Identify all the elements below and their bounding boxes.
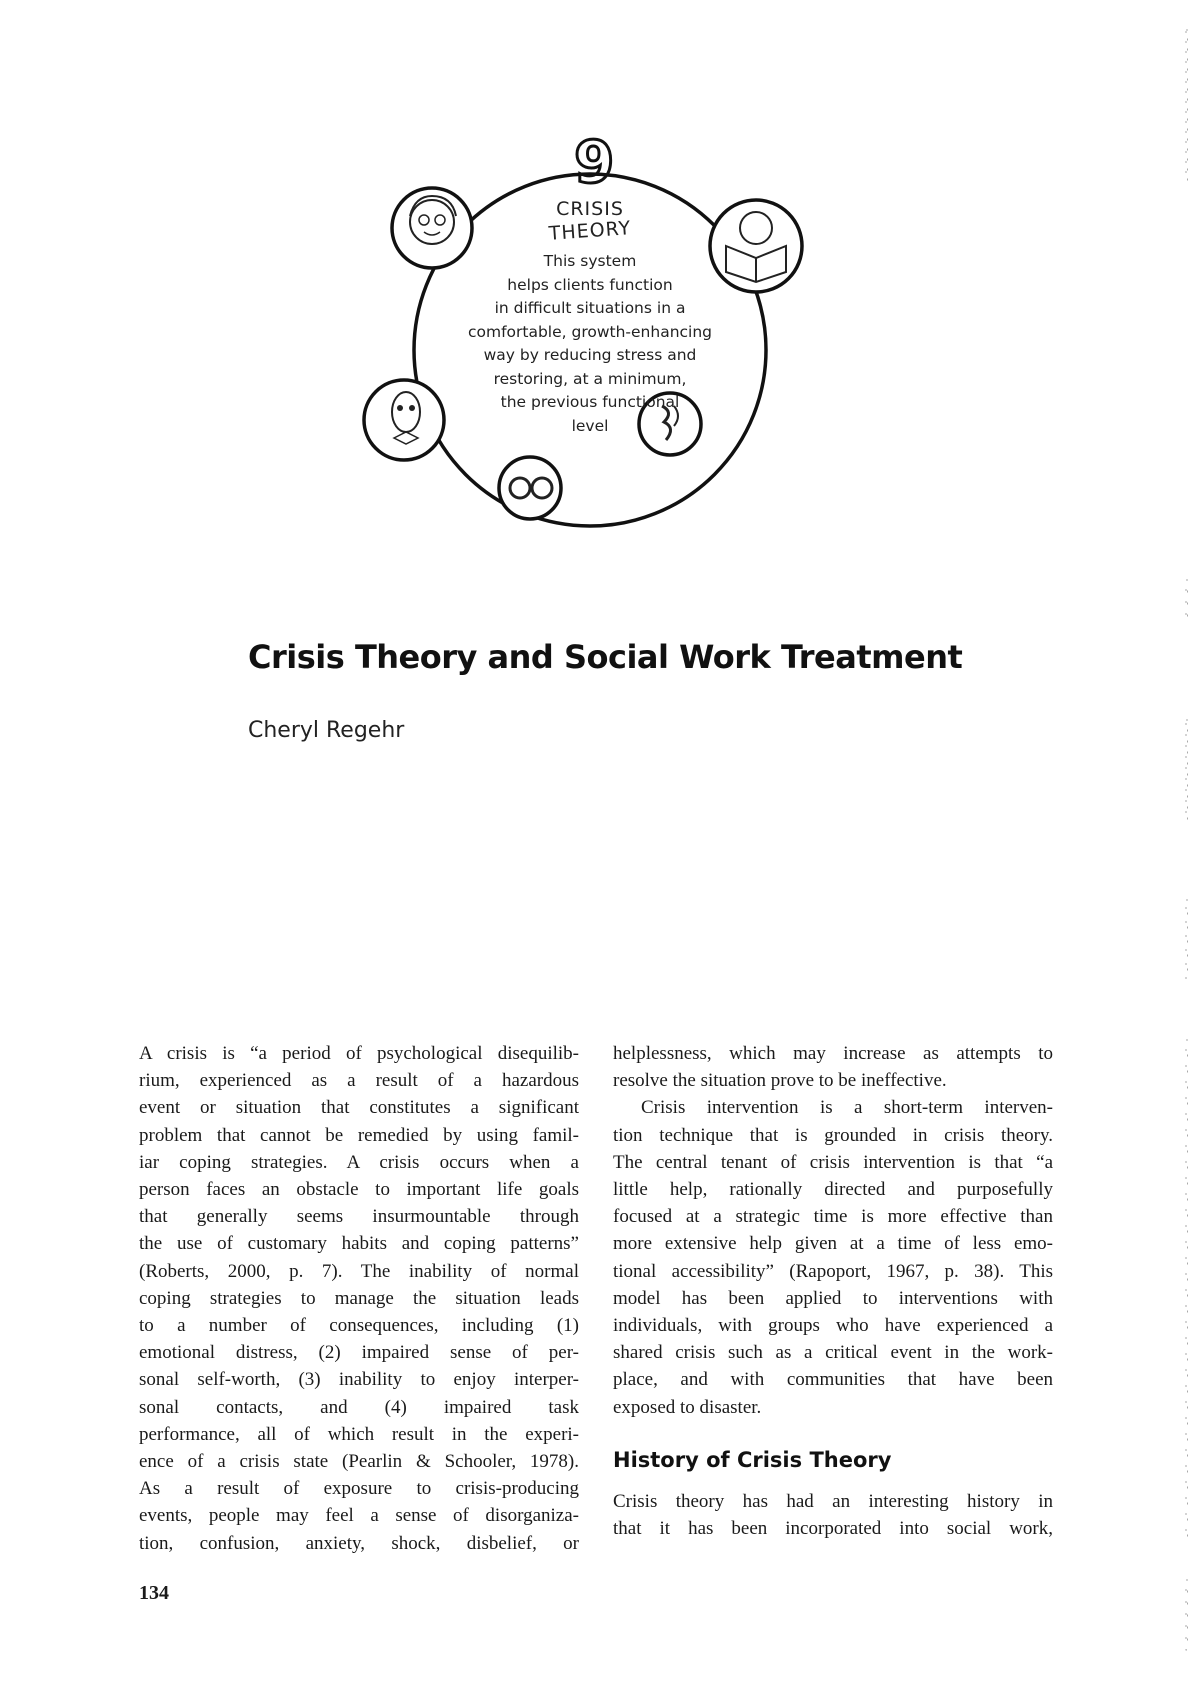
text-line: resolve the situation prove to be ineffective. [613,1070,947,1092]
text-line: event or situation that constitutes a significant [139,1097,579,1119]
text-line: rium, experienced as a result of a hazardous [139,1070,579,1092]
right-column [613,1040,1053,1542]
text-line: focused at a strategic time is more effective than [613,1206,1053,1228]
text-line: coping strategies to manage the situation leads [139,1287,579,1309]
text-line: person faces an obstacle to important life goals [139,1179,579,1201]
text-line: Crisis theory has had an interesting history in [613,1490,1053,1512]
text-line: model has been applied to interventions with [613,1287,1053,1309]
text-line: sonal self-worth, (3) inability to enjoy interper- [139,1369,579,1391]
emblem-caption [440,198,740,438]
chapter-emblem [360,120,820,560]
text-line: helplessness, which may increase as attempts to [613,1043,1053,1064]
text-line: ence of a crisis state (Pearlin & Schooler, 1978). [139,1451,579,1473]
scan-edge-dots [1180,20,1194,1660]
left-column [139,1040,579,1557]
text-line: Crisis intervention is a short-term interven- [641,1097,1053,1119]
emblem-heading-line1: CRISIS [556,198,624,220]
page-number: 134 [139,1582,169,1604]
text-line: that generally seems insurmountable through [139,1206,579,1228]
text-line: tion technique that is grounded in crisis theory. [613,1124,1053,1146]
text-line: more extensive help given at a time of less emo- [613,1233,1053,1255]
emblem-desc-line: way by reducing stress and [483,346,697,364]
text-line: A crisis is “a period of psychological disequilib- [139,1043,579,1064]
text-line: events, people may feel a sense of disorganiza- [139,1505,579,1527]
text-line: exposed to disaster. [613,1396,762,1418]
emblem-desc-line: in difficult situations in a [494,299,686,317]
text-line: emotional distress, (2) impaired sense of per- [139,1342,579,1364]
text-line: the use of customary habits and coping patterns” [139,1233,579,1255]
chapter-author: Cheryl Regehr [248,718,405,743]
body-paragraph [613,1094,1053,1420]
pair-of-faces-icon [499,457,561,519]
emblem-desc-line: comfortable, growth-enhancing [467,322,713,341]
text-line: place, and with communities that have been [613,1369,1053,1391]
emblem-desc-line: the previous functional [500,393,680,411]
text-line: to a number of consequences, including (1) [139,1315,579,1337]
body-paragraph-continued [613,1040,1053,1094]
text-line: The central tenant of crisis intervention is that “a [613,1151,1053,1173]
chapter-title: Crisis Theory and Social Work Treatment [248,638,963,676]
section-heading: History of Crisis Theory [613,1447,892,1472]
text-line: individuals, with groups who have experienced a [613,1315,1053,1337]
text-line: little help, rationally directed and purposefully [613,1179,1053,1201]
emblem-heading-line2: THEORY [548,217,632,245]
emblem-heading [440,198,740,245]
body-paragraph [139,1040,579,1557]
emblem-desc-line: This system [543,252,637,270]
text-line: tional accessibility” (Rapoport, 1967, p. 38). This [613,1260,1053,1282]
text-line: that it has been incorporated into social work, [613,1518,1053,1540]
text-line: (Roberts, 2000, p. 7). The inability of normal [139,1260,579,1282]
emblem-desc-line: restoring, at a minimum, [493,369,687,388]
text-line: iar coping strategies. A crisis occurs when a [139,1151,579,1173]
emblem-desc-line: helps clients function [507,275,673,294]
text-line: performance, all of which result in the experi- [139,1423,579,1445]
chapter-number-glyph: 9 [574,128,615,196]
emblem-description [440,250,740,438]
text-line: sonal contacts, and (4) impaired task [139,1396,579,1418]
man-with-bowtie-icon [364,380,444,460]
text-line: shared crisis such as a critical event in the work- [613,1342,1053,1364]
text-line: problem that cannot be remedied by using famil- [139,1124,579,1146]
emblem-desc-line: level [571,416,609,435]
text-line: tion, confusion, anxiety, shock, disbelief, or [139,1532,579,1554]
text-line: As a result of exposure to crisis-producing [139,1478,579,1500]
body-paragraph [613,1488,1053,1542]
